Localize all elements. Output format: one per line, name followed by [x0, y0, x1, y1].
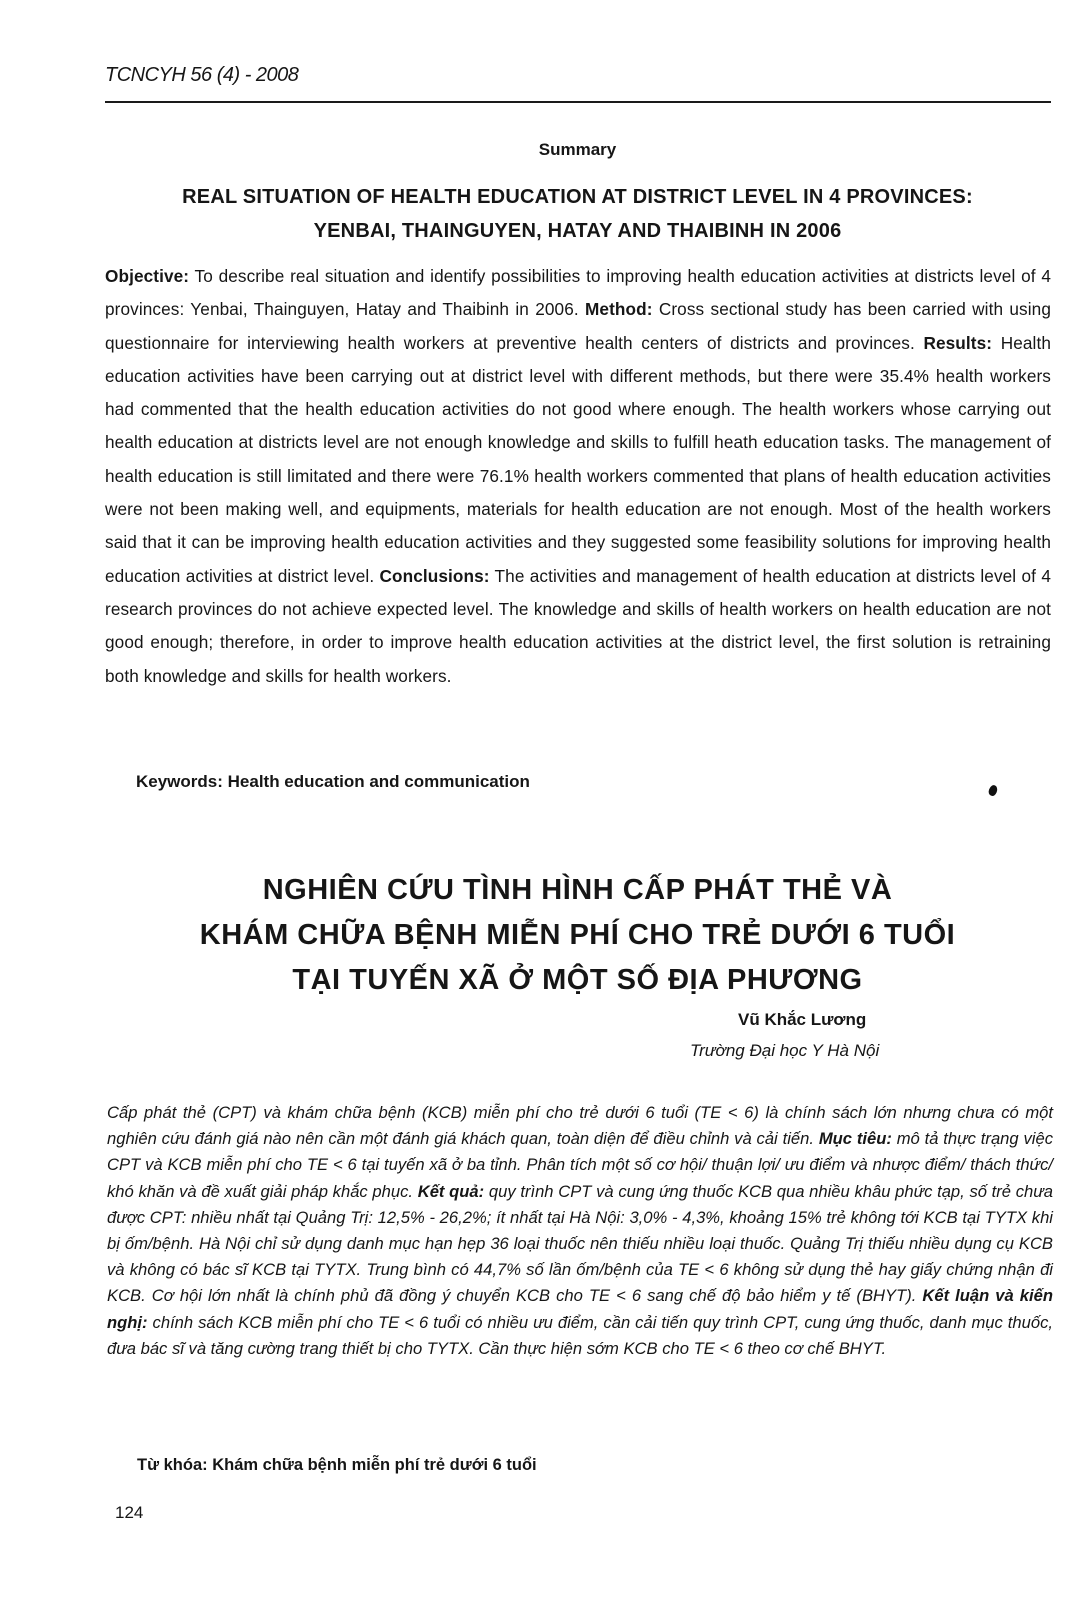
objective-label: Objective: — [105, 266, 190, 286]
vietnamese-abstract — [107, 1100, 1053, 1362]
vn-results-text: quy trình CPT và cung ứng thuốc KCB qua nhiều khâu phức tạp, số trẻ chưa được CPT: nhiều nhất tại Quảng Trị: 12,5% - 26,2%; ít nhất tại Hà Nội: 3,0% - 4,3%, khoảng 15% trẻ không tới KCB tại TYTX khi bị ốm/bệnh. Hà Nội chỉ sử dụng danh mục hạn hẹp 36 loại thuốc nên thiếu nhiều loại thuốc. Quảng Trị thiếu nhiều dụng cụ KCB và không có bác sĩ KCB tại TYTX. Trung bình có 44,7% số lần ốm/bệnh của TE < 6 không sử dụng thẻ hay giấy chứng nhận đi KCB. Cơ hội lớn nhất là chính phủ đã đồng ý chuyển KCB cho TE < 6 sang chế độ bảo hiểm y tế (BHYT). — [107, 1181, 1053, 1306]
english-keywords: Keywords: Health education and communication — [136, 772, 530, 791]
vn-conclusion-text: chính sách KCB miễn phí cho TE < 6 tuổi có nhiều ưu điểm, cần cải tiến quy trình CPT, cung ứng thuốc, danh mục thuốc, đưa bác sĩ và tăng cường trang thiết bị cho TYTX. Cần thực hiện sớm KCB cho TE < 6 theo cơ chế BHYT. — [107, 1312, 1053, 1358]
results-text: Health education activities have been carrying out at district level with different methods, but there were 35.4% health workers had commented that the health education activities do not good where enough. The health workers whose carrying out health education at districts level are not enough knowledge and skills to fulfill heath education tasks. The management of health education is still limitated and there were 76.1% health workers commented that plans of health education activities were not been making well, and equipments, materials for health education are not enough. Most of the health workers said that it can be improving health education activities and they suggested some feasibility solutions for improving health education activities at district level. — [105, 332, 1051, 586]
method-text: Cross sectional study has been carried with using questionnaire for interviewing health workers at preventive health centers of districts and provinces. — [105, 299, 1051, 353]
results-label: Results: — [923, 332, 993, 353]
english-abstract — [105, 260, 1051, 693]
vietnamese-keywords: Từ khóa: Khám chữa bệnh miễn phí trẻ dưới 6 tuổi — [137, 1456, 537, 1474]
abstract-intro: Cấp phát thẻ (CPT) và khám chữa bệnh (KCB) miễn phí cho trẻ dưới 6 tuổi (TE < 6) là chính sách lớn nhưng chưa có một nghiên cứu đánh giá nào nên cần một đánh giá khách quan, toàn diện để điều chỉnh và cải tiến. — [107, 1103, 1053, 1149]
vn-results-label: Kết quả: — [417, 1181, 485, 1201]
objective-text: To describe real situation and identify possibilities to improving health education activities at districts level of 4 provinces: Yenbai, Thainguyen, Hatay and Thaibinh in 2006. — [105, 266, 1051, 320]
vietnamese-title-line-3: TẠI TUYẾN XÃ Ở MỘT SỐ ĐỊA PHƯƠNG — [292, 964, 863, 996]
english-title — [95, 180, 1060, 248]
vietnamese-title-line-2: KHÁM CHỮA BỆNH MIỄN PHÍ CHO TRẺ DƯỚI 6 TUỔI — [199, 919, 956, 951]
page-number: 124 — [115, 1503, 144, 1522]
ink-mark — [987, 784, 998, 797]
author-affiliation: Trường Đại học Y Hà Nội — [690, 1041, 880, 1060]
vn-conclusion-label: Kết luận và kiến nghị: — [107, 1286, 1054, 1332]
conclusions-label: Conclusions: — [379, 565, 490, 586]
english-title-line-1: REAL SITUATION OF HEALTH EDUCATION AT DISTRICT LEVEL IN 4 PROVINCES: — [182, 186, 973, 208]
author-name: Vũ Khắc Lương — [738, 1010, 867, 1029]
vn-objective-label: Mục tiêu: — [818, 1129, 892, 1149]
journal-header: TCNCYH 56 (4) - 2008 — [105, 64, 299, 86]
vietnamese-title-line-1: NGHIÊN CỨU TÌNH HÌNH CẤP PHÁT THẺ VÀ — [262, 874, 893, 906]
english-title-line-2: YENBAI, THAINGUYEN, HATAY AND THAIBINH IN 2006 — [313, 220, 842, 242]
summary-heading: Summary — [538, 140, 617, 159]
method-label: Method: — [585, 299, 653, 320]
vn-objective-text: mô tả thực trạng việc CPT và KCB miễn phí cho TE < 6 tại tuyến xã ở ba tỉnh. Phân tích một số cơ hội/ thuận lợi/ ưu điểm và nhược điểm/ thách thức/ khó khăn và đề xuất giải pháp khắc phục. — [107, 1129, 1053, 1201]
vietnamese-title — [95, 868, 1060, 1003]
header-rule — [105, 101, 1051, 103]
conclusions-text: The activities and management of health education at districts level of 4 research provinces do not achieve expected level. The knowledge and skills of health workers on health education are not good enough; therefore, in order to improve health education activities at the district level, the first solution is retraining both knowledge and skills for health workers. — [105, 565, 1051, 686]
